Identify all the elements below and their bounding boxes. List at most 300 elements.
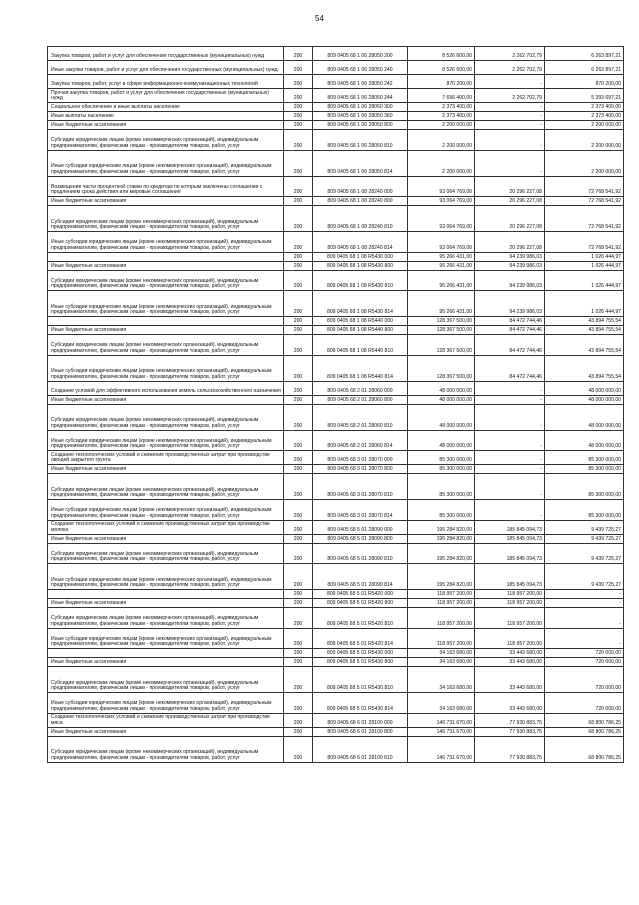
- row-name-cell: Иные субсидии юридическим лицам (кроме некоммерческих организаций), индивидуальным предпринимателям, физическим лицам - производителям товаров, работ, услуг: [48, 232, 284, 253]
- row-grbs-cell: 200: [284, 451, 313, 465]
- row-code-cell: 809 0405 68 5 01 R5430 814: [313, 693, 408, 714]
- row-grbs-cell: 200: [284, 534, 313, 543]
- page-number: 54: [315, 14, 324, 23]
- row-rest-cell: 85 300 000,00: [545, 465, 624, 474]
- row-rest-cell: 6 263 897,21: [545, 47, 624, 61]
- row-grbs-cell: 200: [284, 713, 313, 727]
- row-name-cell: [48, 317, 284, 326]
- row-name-cell: Создание условий для эффективного использования земель сельскохозяйственного назначения: [48, 381, 284, 395]
- row-grbs-cell: 200: [284, 543, 313, 564]
- row-rest-cell: 1 026 444,97: [545, 252, 624, 261]
- row-grbs-cell: 200: [284, 693, 313, 714]
- row-executed-cell: 33 443 680,00: [475, 649, 545, 658]
- row-assigned-cell: 95 266 431,00: [408, 270, 475, 291]
- row-code-cell: 809 0405 68 1 08 R5430 800: [313, 261, 408, 270]
- row-executed-cell: 84 472 744,46: [475, 317, 545, 326]
- row-code-cell: 809 0405 68 5 01 R5420 814: [313, 628, 408, 649]
- row-name-cell: Иные бюджетные ассигнования: [48, 465, 284, 474]
- row-assigned-cell: 195 284 820,00: [408, 534, 475, 543]
- row-grbs-cell: 200: [284, 649, 313, 658]
- row-executed-cell: 33 443 680,00: [475, 658, 545, 667]
- row-grbs-cell: 200: [284, 520, 313, 534]
- row-grbs-cell: 200: [284, 232, 313, 253]
- row-rest-cell: 9 439 725,27: [545, 520, 624, 534]
- row-name-cell: Иные бюджетные ассигнования: [48, 197, 284, 206]
- row-name-cell: [48, 252, 284, 261]
- row-code-cell: 809 0405 68 2 01 28060 000: [313, 381, 408, 395]
- row-assigned-cell: 95 266 431,00: [408, 252, 475, 261]
- row-code-cell: 809 0405 68 1 08 R5440 814: [313, 355, 408, 381]
- row-executed-cell: -: [475, 474, 545, 500]
- table-row: [48, 667, 624, 693]
- table-row: [48, 649, 624, 658]
- row-rest-cell: 48 000 000,00: [545, 404, 624, 430]
- row-assigned-cell: 128 367 500,00: [408, 335, 475, 356]
- row-name-cell: Создание технологических условий и снижение производственных затрат при производстве мяса: [48, 713, 284, 727]
- table-row: [48, 197, 624, 206]
- row-name-cell: Прочая закупка товаров, работ и услуг для обеспечения государственных (муниципальных) нужд: [48, 89, 284, 103]
- row-name-cell: Иные выплаты населению: [48, 112, 284, 121]
- table-row: [48, 317, 624, 326]
- row-rest-cell: 72 768 541,92: [545, 206, 624, 232]
- row-executed-cell: 84 472 744,46: [475, 355, 545, 381]
- table-row: [48, 252, 624, 261]
- row-executed-cell: 2 262 702,79: [475, 47, 545, 61]
- table-row: [48, 47, 624, 61]
- table-row: [48, 534, 624, 543]
- row-executed-cell: 20 296 227,08: [475, 176, 545, 197]
- row-grbs-cell: 200: [284, 355, 313, 381]
- row-grbs-cell: 200: [284, 590, 313, 599]
- row-name-cell: Субсидии юридическим лицам (кроме некоммерческих организаций), индивидуальным предпринимателям, физическим лицам - производителям товаров, работ, услуг: [48, 543, 284, 564]
- row-name-cell: Иные бюджетные ассигнования: [48, 534, 284, 543]
- table-row: [48, 628, 624, 649]
- row-code-cell: 809 0405 68 5 01 R5420 800: [313, 599, 408, 608]
- row-assigned-cell: 34 163 680,00: [408, 658, 475, 667]
- row-assigned-cell: 34 163 680,00: [408, 693, 475, 714]
- row-code-cell: 809 0405 68 1 08 28240 810: [313, 206, 408, 232]
- row-executed-cell: -: [475, 150, 545, 176]
- row-code-cell: 809 0405 68 2 01 28060 810: [313, 404, 408, 430]
- table-row: [48, 326, 624, 335]
- row-grbs-cell: 200: [284, 291, 313, 317]
- row-name-cell: Субсидии юридическим лицам (кроме некоммерческих организаций), индивидуальным предпринимателям, физическим лицам - производителям товаров, работ, услуг: [48, 608, 284, 629]
- row-code-cell: 809 0405 68 5 01 28090 814: [313, 564, 408, 590]
- row-grbs-cell: 200: [284, 628, 313, 649]
- row-assigned-cell: 146 731 670,00: [408, 727, 475, 736]
- row-rest-cell: 1 026 444,97: [545, 291, 624, 317]
- row-executed-cell: 77 930 883,75: [475, 736, 545, 762]
- row-name-cell: Иные субсидии юридическим лицам (кроме некоммерческих организаций), индивидуальным предпринимателям, физическим лицам - производителям товаров, работ, услуг: [48, 150, 284, 176]
- row-rest-cell: 6 263 897,21: [545, 61, 624, 75]
- row-executed-cell: 84 472 744,46: [475, 326, 545, 335]
- row-grbs-cell: 200: [284, 736, 313, 762]
- row-code-cell: 809 0405 68 6 01 28100 000: [313, 713, 408, 727]
- row-name-cell: [48, 590, 284, 599]
- row-rest-cell: -: [545, 628, 624, 649]
- row-name-cell: Иные бюджетные ассигнования: [48, 326, 284, 335]
- row-code-cell: 809 0405 68 1 08 R5440 800: [313, 326, 408, 335]
- row-code-cell: 809 0405 68 1 06 28050 810: [313, 130, 408, 151]
- row-rest-cell: 720 000,00: [545, 658, 624, 667]
- row-executed-cell: -: [475, 451, 545, 465]
- row-name-cell: Иные субсидии юридическим лицам (кроме некоммерческих организаций), индивидуальным предпринимателям, физическим лицам - производителям товаров, работ, услуг: [48, 430, 284, 451]
- table-row: [48, 693, 624, 714]
- row-rest-cell: 43 894 755,54: [545, 335, 624, 356]
- row-assigned-cell: 118 957 200,00: [408, 628, 475, 649]
- row-grbs-cell: 200: [284, 465, 313, 474]
- row-grbs-cell: 200: [284, 103, 313, 112]
- row-grbs-cell: 200: [284, 150, 313, 176]
- row-assigned-cell: 195 284 820,00: [408, 520, 475, 534]
- row-code-cell: 809 0405 68 1 08 R5440 810: [313, 335, 408, 356]
- row-assigned-cell: 93 064 769,00: [408, 232, 475, 253]
- row-name-cell: Субсидии юридическим лицам (кроме некоммерческих организаций), индивидуальным предпринимателям, физическим лицам - производителям товаров, работ, услуг: [48, 667, 284, 693]
- row-rest-cell: 2 200 000,00: [545, 130, 624, 151]
- row-assigned-cell: 118 957 200,00: [408, 599, 475, 608]
- row-rest-cell: 9 439 725,27: [545, 543, 624, 564]
- row-rest-cell: 2 200 000,00: [545, 121, 624, 130]
- row-executed-cell: 94 239 986,03: [475, 270, 545, 291]
- row-name-cell: Иные бюджетные ассигнования: [48, 395, 284, 404]
- table-row: [48, 395, 624, 404]
- row-grbs-cell: 200: [284, 395, 313, 404]
- row-code-cell: 809 0405 68 5 01 28090 810: [313, 543, 408, 564]
- row-executed-cell: -: [475, 103, 545, 112]
- row-rest-cell: 2 200 000,00: [545, 150, 624, 176]
- row-assigned-cell: 93 064 769,00: [408, 197, 475, 206]
- row-executed-cell: 118 957 200,00: [475, 590, 545, 599]
- row-assigned-cell: 48 000 000,00: [408, 430, 475, 451]
- row-assigned-cell: 2 200 000,00: [408, 130, 475, 151]
- row-name-cell: Субсидии юридическим лицам (кроме некоммерческих организаций), индивидуальным предпринимателям, физическим лицам - производителям товаров, работ, услуг: [48, 736, 284, 762]
- row-rest-cell: 85 300 000,00: [545, 474, 624, 500]
- row-assigned-cell: 95 266 431,00: [408, 291, 475, 317]
- row-executed-cell: 118 957 200,00: [475, 599, 545, 608]
- row-grbs-cell: 200: [284, 61, 313, 75]
- row-assigned-cell: 7 656 400,00: [408, 89, 475, 103]
- row-name-cell: Иные бюджетные ассигнования: [48, 658, 284, 667]
- row-assigned-cell: 128 367 500,00: [408, 355, 475, 381]
- table-row: [48, 89, 624, 103]
- row-executed-cell: 185 845 094,73: [475, 543, 545, 564]
- table-row: [48, 500, 624, 521]
- row-grbs-cell: 200: [284, 121, 313, 130]
- row-name-cell: Иные субсидии юридическим лицам (кроме некоммерческих организаций), индивидуальным предпринимателям, физическим лицам - производителям товаров, работ, услуг: [48, 693, 284, 714]
- row-code-cell: 809 0405 68 3 01 28070 800: [313, 465, 408, 474]
- row-executed-cell: 185 845 094,73: [475, 520, 545, 534]
- row-name-cell: Субсидии юридическим лицам (кроме некоммерческих организаций), индивидуальным предпринимателям, физическим лицам - производителям товаров, работ, услуг: [48, 474, 284, 500]
- row-rest-cell: 48 000 000,00: [545, 381, 624, 395]
- table-row: [48, 543, 624, 564]
- row-assigned-cell: 8 526 600,00: [408, 47, 475, 61]
- row-code-cell: 809 0405 68 1 06 28050 242: [313, 75, 408, 89]
- row-name-cell: [48, 649, 284, 658]
- row-rest-cell: 1 026 444,97: [545, 261, 624, 270]
- row-name-cell: Иные бюджетные ассигнования: [48, 121, 284, 130]
- row-code-cell: 809 0405 68 1 08 28240 814: [313, 232, 408, 253]
- table-row: [48, 564, 624, 590]
- row-name-cell: Иные субсидии юридическим лицам (кроме некоммерческих организаций), индивидуальным предпринимателям, физическим лицам - производителям товаров, работ, услуг: [48, 355, 284, 381]
- row-code-cell: 809 0405 68 1 06 28050 200: [313, 47, 408, 61]
- row-executed-cell: -: [475, 112, 545, 121]
- table-row: [48, 430, 624, 451]
- table-row: [48, 355, 624, 381]
- row-rest-cell: 720 000,00: [545, 667, 624, 693]
- row-rest-cell: 5 393 697,21: [545, 89, 624, 103]
- row-code-cell: 809 0405 68 3 01 28070 810: [313, 474, 408, 500]
- row-assigned-cell: 2 373 400,00: [408, 103, 475, 112]
- row-rest-cell: 1 026 444,97: [545, 270, 624, 291]
- row-name-cell: Субсидии юридическим лицам (кроме некоммерческих организаций), индивидуальным предпринимателям, физическим лицам - производителям товаров, работ, услуг: [48, 270, 284, 291]
- row-name-cell: Иные бюджетные ассигнования: [48, 727, 284, 736]
- row-code-cell: 809 0405 68 1 08 R5430 000: [313, 252, 408, 261]
- table-row: [48, 150, 624, 176]
- row-grbs-cell: 200: [284, 474, 313, 500]
- table-row: [48, 658, 624, 667]
- row-code-cell: 809 0405 68 1 06 28050 300: [313, 103, 408, 112]
- row-executed-cell: -: [475, 430, 545, 451]
- row-code-cell: 809 0405 68 1 08 28240 000: [313, 176, 408, 197]
- row-executed-cell: -: [475, 75, 545, 89]
- row-grbs-cell: 200: [284, 197, 313, 206]
- table-row: [48, 61, 624, 75]
- row-executed-cell: 185 845 094,73: [475, 534, 545, 543]
- row-assigned-cell: 93 064 769,00: [408, 176, 475, 197]
- row-name-cell: Субсидии юридическим лицам (кроме некоммерческих организаций), индивидуальным предпринимателям, физическим лицам - производителям товаров, работ, услуг: [48, 206, 284, 232]
- row-assigned-cell: 2 200 000,00: [408, 121, 475, 130]
- row-name-cell: Иные бюджетные ассигнования: [48, 261, 284, 270]
- row-executed-cell: 77 930 883,75: [475, 713, 545, 727]
- row-assigned-cell: 118 957 200,00: [408, 590, 475, 599]
- row-code-cell: 809 0405 68 5 01 R5430 800: [313, 658, 408, 667]
- row-name-cell: Иные бюджетные ассигнования: [48, 599, 284, 608]
- row-assigned-cell: 2 200 000,00: [408, 150, 475, 176]
- row-grbs-cell: 200: [284, 112, 313, 121]
- row-code-cell: 809 0405 68 1 06 28050 360: [313, 112, 408, 121]
- row-assigned-cell: 2 373 400,00: [408, 112, 475, 121]
- row-code-cell: 809 0405 68 3 01 28070 000: [313, 451, 408, 465]
- row-grbs-cell: 200: [284, 564, 313, 590]
- row-executed-cell: 118 957 200,00: [475, 608, 545, 629]
- row-rest-cell: 72 768 541,92: [545, 232, 624, 253]
- row-assigned-cell: 48 000 000,00: [408, 395, 475, 404]
- row-name-cell: Иные субсидии юридическим лицам (кроме некоммерческих организаций), индивидуальным предпринимателям, физическим лицам - производителям товаров, работ, услуг: [48, 500, 284, 521]
- table-row: [48, 474, 624, 500]
- row-executed-cell: -: [475, 130, 545, 151]
- row-assigned-cell: 146 731 670,00: [408, 713, 475, 727]
- row-grbs-cell: 200: [284, 206, 313, 232]
- table-row: [48, 451, 624, 465]
- row-code-cell: 809 0405 68 5 01 R5430 810: [313, 667, 408, 693]
- table-row: [48, 465, 624, 474]
- row-rest-cell: -: [545, 590, 624, 599]
- row-code-cell: 809 0405 68 3 01 28070 814: [313, 500, 408, 521]
- table-row: [48, 520, 624, 534]
- row-executed-cell: -: [475, 395, 545, 404]
- row-rest-cell: 85 300 000,00: [545, 451, 624, 465]
- row-grbs-cell: 200: [284, 608, 313, 629]
- row-rest-cell: 68 800 786,25: [545, 713, 624, 727]
- row-code-cell: 809 0405 68 1 06 28050 800: [313, 121, 408, 130]
- row-assigned-cell: 128 367 500,00: [408, 317, 475, 326]
- row-name-cell: Иные субсидии юридическим лицам (кроме некоммерческих организаций), индивидуальным предпринимателям, физическим лицам - производителям товаров, работ, услуг: [48, 291, 284, 317]
- row-rest-cell: -: [545, 599, 624, 608]
- row-code-cell: 809 0405 68 1 08 R5440 000: [313, 317, 408, 326]
- row-executed-cell: -: [475, 500, 545, 521]
- row-code-cell: 809 0405 68 5 01 R5420 810: [313, 608, 408, 629]
- row-code-cell: 809 0405 68 1 06 28050 240: [313, 61, 408, 75]
- table-row: [48, 176, 624, 197]
- row-assigned-cell: 85 300 000,00: [408, 500, 475, 521]
- row-rest-cell: 72 768 541,92: [545, 176, 624, 197]
- table-row: [48, 590, 624, 599]
- table-row: [48, 404, 624, 430]
- row-name-cell: Субсидии юридическим лицам (кроме некоммерческих организаций), индивидуальным предпринимателям, физическим лицам - производителям товаров, работ, услуг: [48, 130, 284, 151]
- row-assigned-cell: 195 284 820,00: [408, 564, 475, 590]
- row-assigned-cell: 85 300 000,00: [408, 474, 475, 500]
- row-assigned-cell: 85 300 000,00: [408, 465, 475, 474]
- row-rest-cell: 48 000 000,00: [545, 395, 624, 404]
- row-grbs-cell: 200: [284, 75, 313, 89]
- row-rest-cell: 2 373 400,00: [545, 103, 624, 112]
- row-rest-cell: 720 000,00: [545, 649, 624, 658]
- table-row: [48, 599, 624, 608]
- row-assigned-cell: 128 367 500,00: [408, 326, 475, 335]
- row-assigned-cell: 34 163 680,00: [408, 649, 475, 658]
- row-code-cell: 809 0405 68 1 08 28240 800: [313, 197, 408, 206]
- row-grbs-cell: 200: [284, 404, 313, 430]
- row-assigned-cell: 48 000 000,00: [408, 381, 475, 395]
- row-code-cell: 809 0405 68 5 01 R5430 000: [313, 649, 408, 658]
- row-executed-cell: -: [475, 465, 545, 474]
- table-row: [48, 381, 624, 395]
- row-code-cell: 809 0405 68 5 01 R5420 000: [313, 590, 408, 599]
- row-grbs-cell: 200: [284, 658, 313, 667]
- row-executed-cell: 77 930 883,75: [475, 727, 545, 736]
- row-name-cell: Иные закупки товаров, работ и услуг для обеспечения государственных (муниципальных) нужд: [48, 61, 284, 75]
- row-rest-cell: -: [545, 608, 624, 629]
- row-grbs-cell: 200: [284, 89, 313, 103]
- row-rest-cell: 48 000 000,00: [545, 430, 624, 451]
- row-grbs-cell: 200: [284, 381, 313, 395]
- row-rest-cell: 68 800 786,25: [545, 727, 624, 736]
- row-grbs-cell: 200: [284, 500, 313, 521]
- table-row: [48, 713, 624, 727]
- row-code-cell: 809 0405 68 5 01 28090 000: [313, 520, 408, 534]
- table-row: [48, 736, 624, 762]
- row-name-cell: Иные субсидии юридическим лицам (кроме некоммерческих организаций), индивидуальным предпринимателям, физическим лицам - производителям товаров, работ, услуг: [48, 628, 284, 649]
- row-name-cell: Создание технологических условий и снижение производственных затрат при производстве овощей закрытого грунта: [48, 451, 284, 465]
- row-code-cell: 809 0405 68 2 01 28060 814: [313, 430, 408, 451]
- row-executed-cell: 118 957 200,00: [475, 628, 545, 649]
- table-row: [48, 291, 624, 317]
- table-row: [48, 103, 624, 112]
- row-name-cell: Иные субсидии юридическим лицам (кроме некоммерческих организаций), индивидуальным предпринимателям, физическим лицам - производителям товаров, работ, услуг: [48, 564, 284, 590]
- row-assigned-cell: 146 731 670,00: [408, 736, 475, 762]
- table-row: [48, 335, 624, 356]
- row-executed-cell: 94 239 986,03: [475, 261, 545, 270]
- row-code-cell: 809 0405 68 6 01 28100 810: [313, 736, 408, 762]
- row-code-cell: 809 0405 68 1 06 28050 814: [313, 150, 408, 176]
- row-rest-cell: 9 439 725,27: [545, 564, 624, 590]
- table-row: [48, 130, 624, 151]
- row-code-cell: 809 0405 68 1 08 R5430 814: [313, 291, 408, 317]
- row-grbs-cell: 200: [284, 47, 313, 61]
- row-executed-cell: 33 443 680,00: [475, 667, 545, 693]
- table-row: [48, 121, 624, 130]
- row-grbs-cell: 200: [284, 599, 313, 608]
- row-assigned-cell: 85 300 000,00: [408, 451, 475, 465]
- row-name-cell: Создание технологических условий и снижение производственных затрат при производстве молока: [48, 520, 284, 534]
- row-grbs-cell: 200: [284, 130, 313, 151]
- row-executed-cell: 84 472 744,46: [475, 335, 545, 356]
- row-assigned-cell: 870 200,00: [408, 75, 475, 89]
- row-grbs-cell: 200: [284, 176, 313, 197]
- row-grbs-cell: 200: [284, 270, 313, 291]
- row-code-cell: 809 0405 68 6 01 28100 800: [313, 727, 408, 736]
- row-executed-cell: 20 296 227,08: [475, 232, 545, 253]
- table-row: [48, 270, 624, 291]
- row-assigned-cell: 195 284 820,00: [408, 543, 475, 564]
- row-grbs-cell: 200: [284, 317, 313, 326]
- row-name-cell: Закупка товаров, работ и услуг для обеспечения государственных (муниципальных) нужд: [48, 47, 284, 61]
- row-grbs-cell: 200: [284, 326, 313, 335]
- table-row: [48, 608, 624, 629]
- row-rest-cell: 9 439 725,27: [545, 534, 624, 543]
- row-rest-cell: 720 000,00: [545, 693, 624, 714]
- row-grbs-cell: 200: [284, 727, 313, 736]
- row-name-cell: Субсидии юридическим лицам (кроме некоммерческих организаций), индивидуальным предпринимателям, физическим лицам - производителям товаров, работ, услуг: [48, 335, 284, 356]
- row-assigned-cell: 95 266 431,00: [408, 261, 475, 270]
- row-assigned-cell: 48 000 000,00: [408, 404, 475, 430]
- row-executed-cell: 20 296 227,08: [475, 206, 545, 232]
- row-grbs-cell: 200: [284, 261, 313, 270]
- row-executed-cell: 2 262 702,79: [475, 61, 545, 75]
- row-assigned-cell: 93 064 769,00: [408, 206, 475, 232]
- budget-execution-table: [47, 46, 624, 763]
- row-rest-cell: 85 300 000,00: [545, 500, 624, 521]
- row-code-cell: 809 0405 68 1 06 28050 244: [313, 89, 408, 103]
- row-rest-cell: 2 373 400,00: [545, 112, 624, 121]
- row-grbs-cell: 200: [284, 335, 313, 356]
- row-executed-cell: 33 443 680,00: [475, 693, 545, 714]
- table-row: [48, 206, 624, 232]
- row-rest-cell: 43 894 755,54: [545, 355, 624, 381]
- row-executed-cell: 185 845 094,73: [475, 564, 545, 590]
- row-name-cell: Закупка товаров, работ, услуг в сфере информационно-коммуникационных технологий: [48, 75, 284, 89]
- row-executed-cell: 20 296 227,08: [475, 197, 545, 206]
- row-executed-cell: 94 239 986,03: [475, 291, 545, 317]
- row-rest-cell: 43 894 755,54: [545, 326, 624, 335]
- row-name-cell: Возмещение части процентной ставки по кредитам по которым заключены соглашения с продлением срока действия или мировые соглашения: [48, 176, 284, 197]
- row-assigned-cell: 118 957 200,00: [408, 608, 475, 629]
- row-code-cell: 809 0405 68 2 01 28060 800: [313, 395, 408, 404]
- row-name-cell: Субсидии юридическим лицам (кроме некоммерческих организаций), индивидуальным предпринимателям, физическим лицам - производителям товаров, работ, услуг: [48, 404, 284, 430]
- row-rest-cell: 68 800 786,25: [545, 736, 624, 762]
- table-row: [48, 232, 624, 253]
- row-executed-cell: -: [475, 121, 545, 130]
- row-grbs-cell: 200: [284, 667, 313, 693]
- row-grbs-cell: 200: [284, 252, 313, 261]
- row-grbs-cell: 200: [284, 430, 313, 451]
- row-assigned-cell: 8 526 600,00: [408, 61, 475, 75]
- row-executed-cell: -: [475, 404, 545, 430]
- row-name-cell: Социальное обеспечение и иные выплаты населению: [48, 103, 284, 112]
- table-row: [48, 75, 624, 89]
- table-row: [48, 727, 624, 736]
- row-assigned-cell: 34 163 680,00: [408, 667, 475, 693]
